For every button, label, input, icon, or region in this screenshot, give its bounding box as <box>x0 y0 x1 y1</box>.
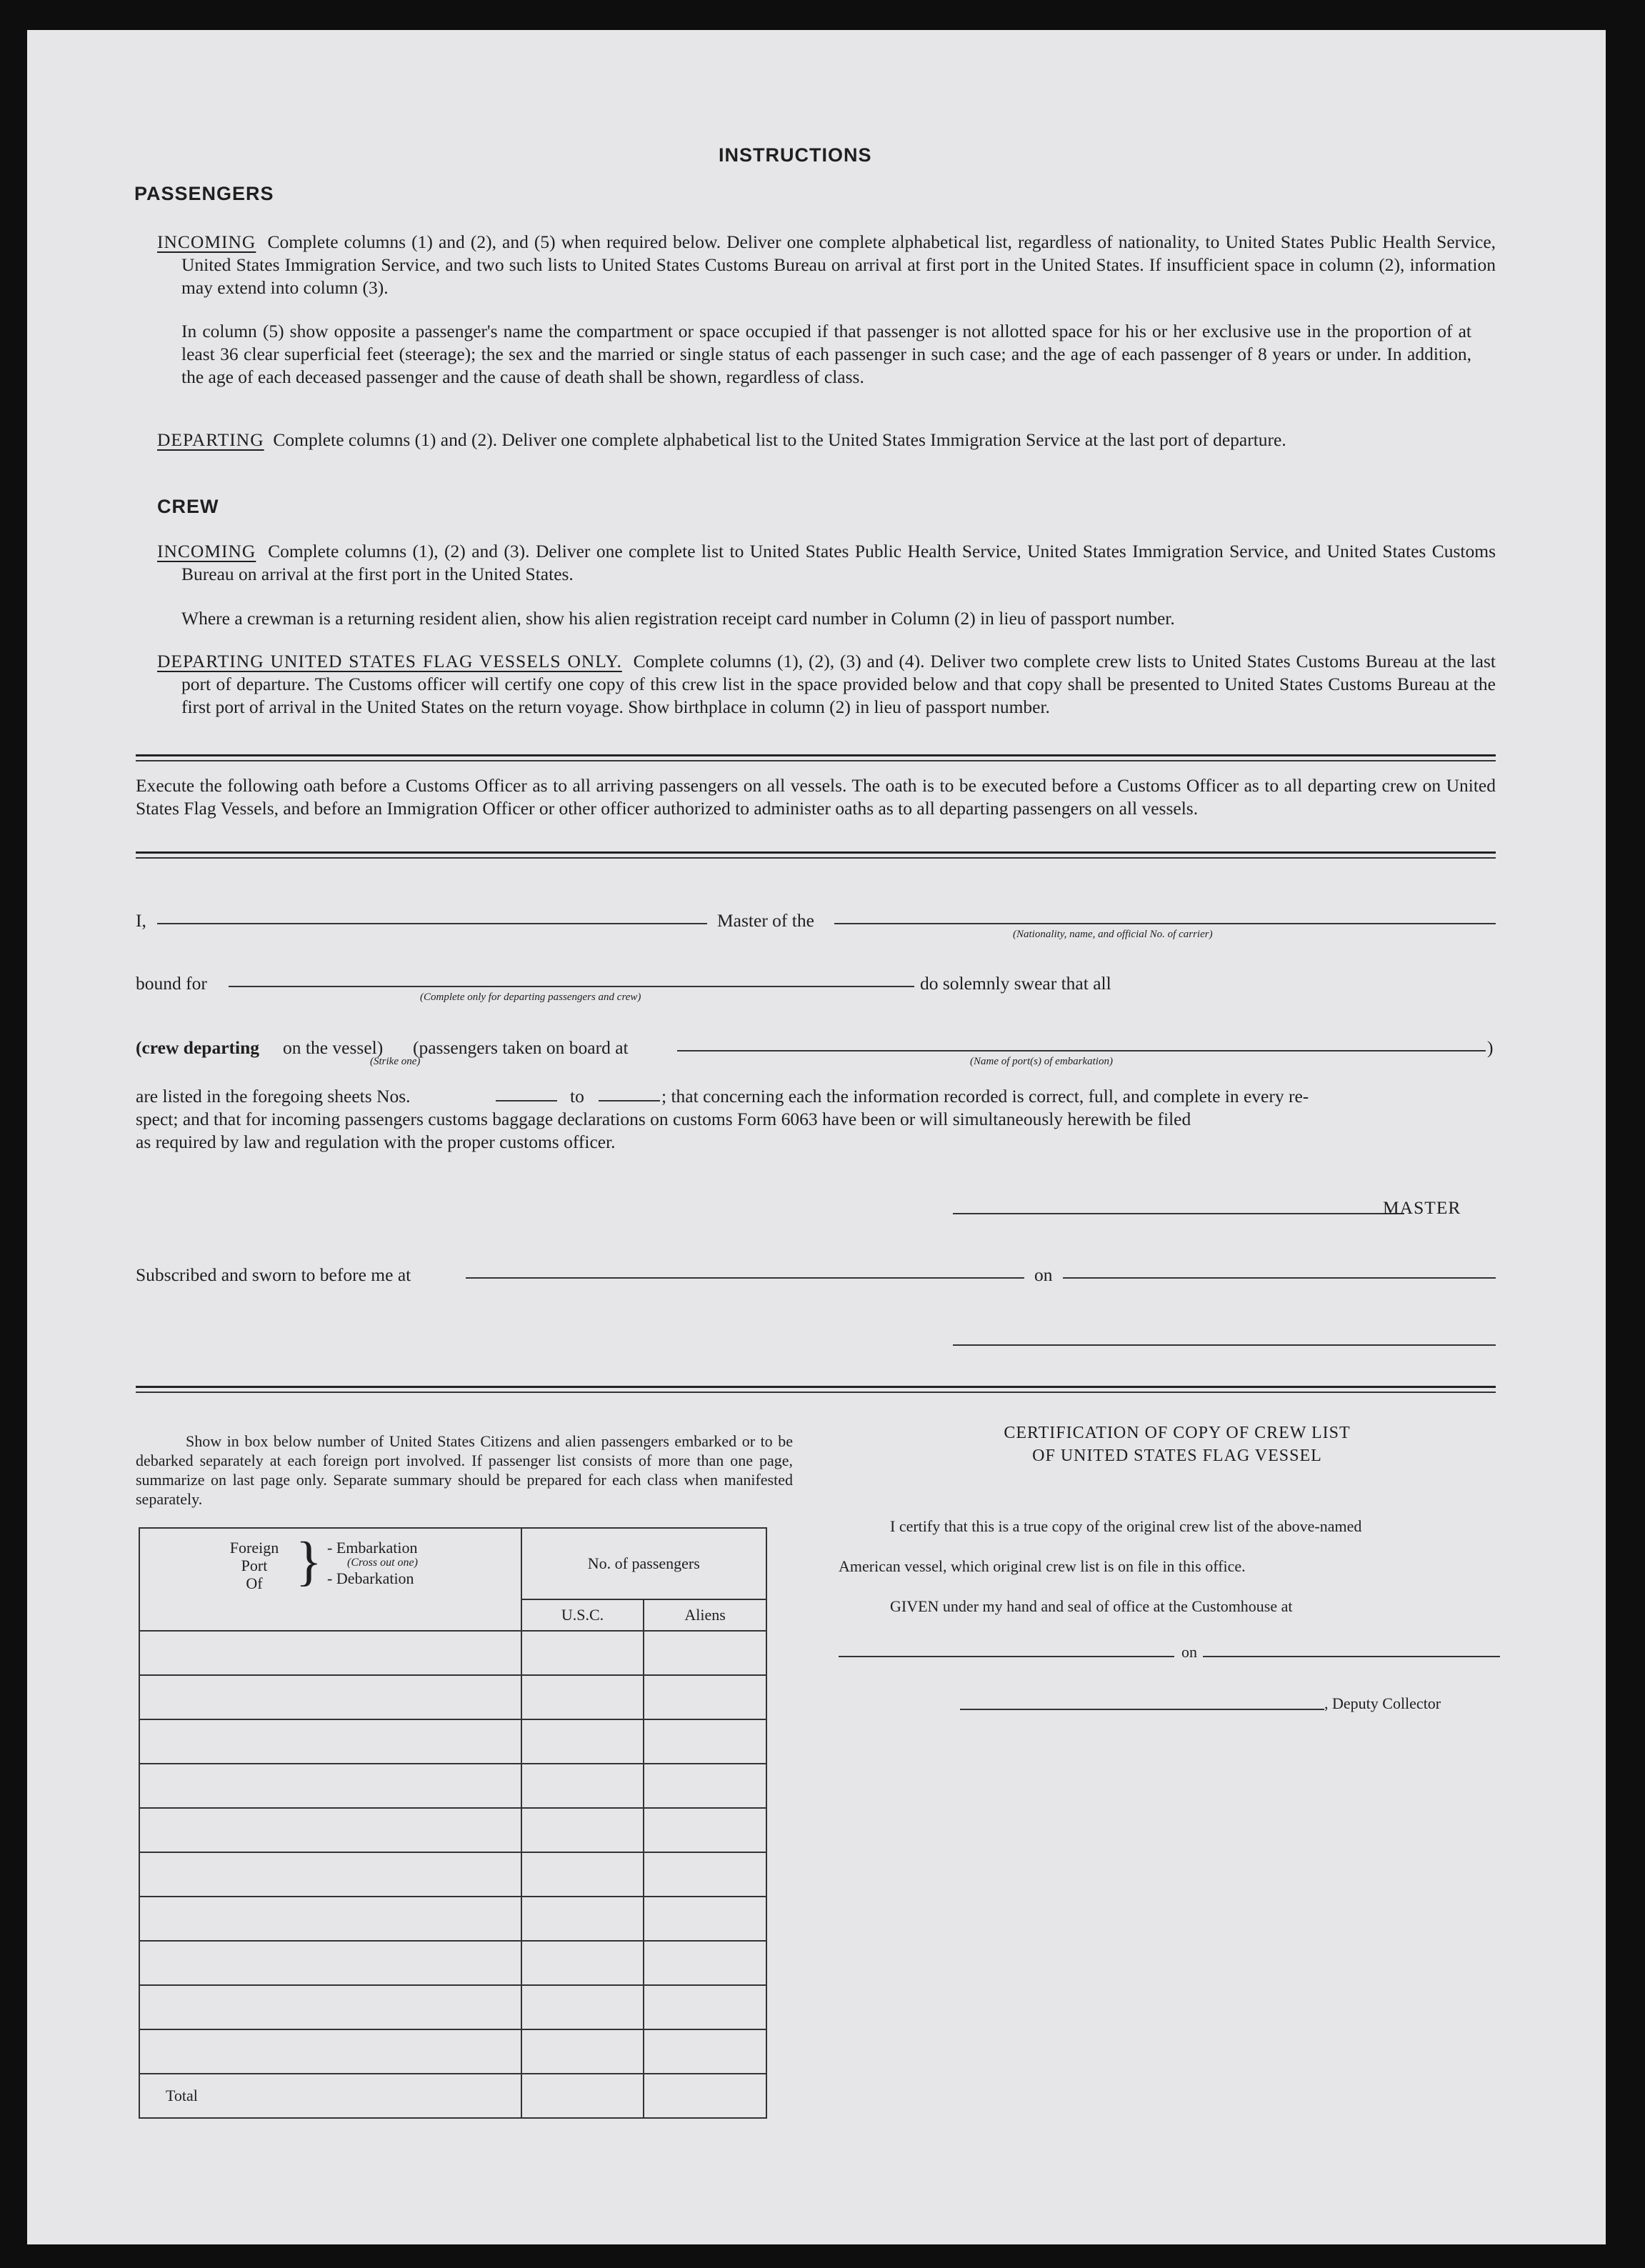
passengers-heading: PASSENGERS <box>134 183 274 204</box>
usc-cell[interactable] <box>521 1631 644 1675</box>
aliens-header: Aliens <box>644 1599 766 1631</box>
usc-cell[interactable] <box>521 1852 644 1897</box>
certification-heading-line: OF UNITED STATES FLAG VESSEL <box>1032 1447 1322 1465</box>
aliens-total-cell[interactable] <box>644 2074 766 2118</box>
port-cell[interactable] <box>139 2029 521 2074</box>
aliens-cell[interactable] <box>644 1764 766 1808</box>
form-sheet <box>27 30 1606 2244</box>
certification-line-2: American vessel, which original crew list is on file in this office. <box>839 1557 1246 1575</box>
port-cell[interactable] <box>139 1719 521 1764</box>
certification-on-label: on <box>1181 1643 1197 1661</box>
aliens-cell[interactable] <box>644 1631 766 1675</box>
foreign-port-line: Foreign <box>229 1539 279 1557</box>
crew-incoming-label: INCOMING <box>157 541 256 561</box>
divider-rule <box>136 760 1496 761</box>
departing-note: (Complete only for departing passengers and crew) <box>420 991 641 1003</box>
embarkation-option[interactable]: - Embarkation <box>327 1539 418 1557</box>
cross-out-note: (Cross out one) <box>347 1557 418 1569</box>
certification-line-1: I certify that this is a true copy of the original crew list of the above-named <box>890 1517 1362 1535</box>
usc-cell[interactable] <box>521 1719 644 1764</box>
port-header-cell <box>139 1528 521 1631</box>
crew-departing-option[interactable]: (crew departing <box>136 1037 260 1058</box>
subscribed-label: Subscribed and sworn to before me at <box>136 1264 411 1285</box>
foreign-port-line: Port <box>241 1557 268 1574</box>
port-cell[interactable] <box>139 1897 521 1941</box>
aliens-cell[interactable] <box>644 1941 766 1985</box>
passenger-summary-table <box>139 1527 767 2119</box>
port-cell[interactable] <box>139 1808 521 1852</box>
sworn-date-field[interactable] <box>1063 1277 1496 1279</box>
usc-cell[interactable] <box>521 1764 644 1808</box>
passengers-departing-label: DEPARTING <box>157 429 264 450</box>
passengers-departing-text: Complete columns (1) and (2). Deliver one complete alphabetical list to the United States Immigration Service at the last port of departure. <box>273 429 1286 450</box>
aliens-cell[interactable] <box>644 1897 766 1941</box>
listed-prefix: are listed in the foregoing sheets Nos. <box>136 1086 411 1106</box>
certification-heading <box>856 1422 1499 1467</box>
oath-i-label: I, <box>136 910 146 931</box>
embarkation-note: (Name of port(s) of embarkation) <box>970 1056 1113 1067</box>
close-paren: ) <box>1487 1037 1494 1058</box>
crew-alien-paragraph: Where a crewman is a returning resident alien, show his alien registration receipt card number in Column (2) in lieu of passport number. <box>181 608 1175 629</box>
divider-rule <box>136 754 1496 756</box>
usc-cell[interactable] <box>521 1808 644 1852</box>
sworn-place-field[interactable] <box>466 1277 1024 1279</box>
no-of-passengers-header: No. of passengers <box>521 1528 766 1599</box>
crew-departing-label: DEPARTING UNITED STATES FLAG VESSELS ONLY. <box>157 651 622 671</box>
port-cell[interactable] <box>139 1764 521 1808</box>
usc-cell[interactable] <box>521 1985 644 2029</box>
swear-text: do solemnly swear that all <box>920 973 1111 994</box>
certification-heading-line: CERTIFICATION OF COPY OF CREW LIST <box>1004 1424 1351 1442</box>
usc-cell[interactable] <box>521 1941 644 1985</box>
passengers-incoming-paragraph <box>157 231 1496 299</box>
certification-line-3: GIVEN under my hand and seal of office at the Customhouse at <box>890 1597 1293 1615</box>
sheet-to-field[interactable] <box>599 1100 660 1101</box>
port-cell[interactable] <box>139 1675 521 1719</box>
foreign-port-line: Of <box>246 1574 263 1592</box>
passengers-taken-option[interactable]: (passengers taken on board at <box>413 1037 629 1058</box>
oath-intro: Execute the following oath before a Customs Officer as to all arriving passengers on all vessels. The oath is to be executed before a Customs Officer as to all departing crew on United States Flag Vessels, and before an Immigration Officer or other officer authorized to administer oaths as to all departing passengers on all vessels. <box>136 775 1496 819</box>
usc-cell[interactable] <box>521 1675 644 1719</box>
master-of-the-label: Master of the <box>717 910 814 931</box>
divider-rule <box>136 1392 1496 1393</box>
foreign-port-label <box>219 1539 290 1592</box>
embarkation-port-field[interactable] <box>677 1050 1486 1051</box>
divider-rule <box>136 1386 1496 1388</box>
listed-rest-1: ; that concerning each the information recorded is correct, full, and complete in every re- <box>661 1086 1309 1106</box>
instructions-title: INSTRUCTIONS <box>719 144 872 166</box>
usc-cell[interactable] <box>521 1897 644 1941</box>
carrier-note: (Nationality, name, and official No. of carrier) <box>1013 929 1213 940</box>
aliens-cell[interactable] <box>644 1985 766 2029</box>
port-cell[interactable] <box>139 1852 521 1897</box>
customhouse-place-field[interactable] <box>839 1656 1174 1657</box>
deputy-collector-label: , Deputy Collector <box>1324 1694 1441 1712</box>
port-cell[interactable] <box>139 1941 521 1985</box>
port-cell[interactable] <box>139 1985 521 2029</box>
brace-glyph: } <box>296 1532 322 1592</box>
embark-debark-label <box>327 1539 418 1587</box>
passengers-incoming-text: Complete columns (1) and (2), and (5) when required below. Deliver one complete alphabetical list, regardless of nationality, to United States Public Health Service, United States Immigration Service, and two such lists to United States Customs Bureau on arrival at first port in the United States. If insufficient space in column (2), information may extend into column (3). <box>181 231 1496 298</box>
summary-instructions: Show in box below number of United States Citizens and alien passengers embarked or to be debarked separately at each foreign port involved. If passenger list consists of more than one page, summarize on last page only. Separate summary should be prepared for each class when manifested separately. <box>136 1432 793 1508</box>
port-cell[interactable] <box>139 1631 521 1675</box>
bound-for-label: bound for <box>136 973 207 994</box>
certification-date-field[interactable] <box>1203 1656 1500 1657</box>
passengers-column5-paragraph: In column (5) show opposite a passenger's name the compartment or space occupied if that passenger is not allotted space for his or her exclusive use in the proportion of at least 36 clear superficial feet (steerage); the sex and the married or single status of each passenger in such case; and the age of each passenger of 8 years or under. In addition, the age of each deceased passenger and the cause of death shall be shown, regardless of class. <box>181 321 1471 387</box>
officer-signature-field[interactable] <box>953 1344 1496 1346</box>
crew-departing-text: Complete columns (1), (2), (3) and (4). Deliver two complete crew lists to United States Customs Bureau at the last port of departure. The Customs officer will certify one copy of this crew list in the space provided below and that copy shall be presented to United States Customs Bureau at the first port of arrival in the United States on the return voyage. Show birthplace in column (2) in lieu of passport number. <box>181 651 1496 717</box>
passengers-incoming-label: INCOMING <box>157 231 256 252</box>
listed-rest-3: as required by law and regulation with the proper customs officer. <box>136 1131 616 1152</box>
usc-cell[interactable] <box>521 2029 644 2074</box>
usc-total-cell[interactable] <box>521 2074 644 2118</box>
sworn-on-label: on <box>1034 1264 1053 1285</box>
total-label: Total <box>139 2074 521 2118</box>
aliens-cell[interactable] <box>644 1808 766 1852</box>
master-name-field[interactable] <box>157 923 707 924</box>
listed-rest-2: spect; and that for incoming passengers customs baggage declarations on customs Form 6063 have been or will simultaneously herewith be filed <box>136 1109 1191 1129</box>
crew-incoming-paragraph <box>157 540 1496 586</box>
aliens-cell[interactable] <box>644 1675 766 1719</box>
crew-departing-paragraph <box>157 650 1496 719</box>
master-signature-field[interactable] <box>953 1213 1404 1214</box>
divider-rule <box>136 851 1496 854</box>
passengers-departing-paragraph <box>157 429 1496 451</box>
usc-header: U.S.C. <box>521 1599 644 1631</box>
sheet-from-field[interactable] <box>496 1100 557 1101</box>
aliens-cell[interactable] <box>644 1852 766 1897</box>
strike-note: (Strike one) <box>370 1056 421 1067</box>
aliens-cell[interactable] <box>644 1719 766 1764</box>
crew-incoming-text: Complete columns (1), (2) and (3). Deliver one complete list to United States Public Health Service, United States Immigration Service, and United States Customs Bureau on arrival at the first port in the United States. <box>181 541 1496 584</box>
to-label: to <box>570 1086 584 1106</box>
on-the-vessel-text: on the vessel) <box>283 1037 384 1058</box>
debarkation-option[interactable]: - Debarkation <box>327 1569 414 1587</box>
divider-rule <box>136 857 1496 859</box>
master-label: MASTER <box>1383 1197 1461 1218</box>
crew-heading: CREW <box>157 496 219 517</box>
bound-for-field[interactable] <box>229 986 914 987</box>
aliens-cell[interactable] <box>644 2029 766 2074</box>
carrier-field[interactable] <box>834 923 1496 924</box>
deputy-signature-field[interactable] <box>960 1709 1324 1710</box>
